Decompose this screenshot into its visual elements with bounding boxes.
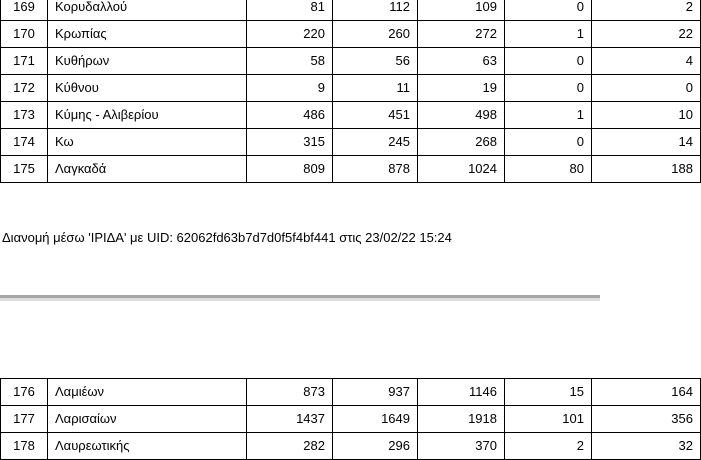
value-cell-4: 1: [505, 21, 592, 48]
municipality-name: Κορυδαλλού: [48, 0, 247, 21]
row-number: 170: [1, 21, 48, 48]
municipality-table-bottom: [0, 378, 701, 460]
value-cell-2: 937: [333, 379, 418, 406]
value-cell-3: 272: [418, 21, 505, 48]
value-cell-2: 112: [333, 0, 418, 21]
municipality-name: Λαυρεωτικής: [48, 433, 247, 460]
value-cell-5: 188: [592, 156, 701, 183]
value-cell-1: 81: [247, 0, 333, 21]
distribution-note: Διανομή μέσω 'ΙΡΙΔΑ' με UID: 62062fd63b7d7d0f5f4bf441 στις 23/02/22 15:24: [2, 230, 452, 245]
value-cell-5: 2: [592, 0, 701, 21]
row-number: 178: [1, 433, 48, 460]
value-cell-3: 1024: [418, 156, 505, 183]
value-cell-2: 296: [333, 433, 418, 460]
municipality-name: Λαρισαίων: [48, 406, 247, 433]
table-row: [1, 21, 701, 48]
value-cell-4: 1: [505, 102, 592, 129]
page-separator: [0, 295, 600, 301]
value-cell-2: 451: [333, 102, 418, 129]
value-cell-1: 315: [247, 129, 333, 156]
table-row: [1, 129, 701, 156]
value-cell-1: 58: [247, 48, 333, 75]
value-cell-2: 56: [333, 48, 418, 75]
value-cell-4: 0: [505, 75, 592, 102]
value-cell-3: 19: [418, 75, 505, 102]
table-row: [1, 75, 701, 102]
value-cell-3: 268: [418, 129, 505, 156]
value-cell-4: 2: [505, 433, 592, 460]
value-cell-3: 498: [418, 102, 505, 129]
table-row: [1, 433, 701, 460]
value-cell-3: 63: [418, 48, 505, 75]
value-cell-3: 109: [418, 0, 505, 21]
value-cell-1: 809: [247, 156, 333, 183]
value-cell-2: 878: [333, 156, 418, 183]
value-cell-3: 1146: [418, 379, 505, 406]
value-cell-4: 80: [505, 156, 592, 183]
row-number: 177: [1, 406, 48, 433]
table-row: [1, 379, 701, 406]
municipality-name: Κυθήρων: [48, 48, 247, 75]
municipality-name: Λαμιέων: [48, 379, 247, 406]
row-number: 173: [1, 102, 48, 129]
table-row: [1, 406, 701, 433]
value-cell-5: 0: [592, 75, 701, 102]
value-cell-1: 282: [247, 433, 333, 460]
row-number: 172: [1, 75, 48, 102]
value-cell-5: 10: [592, 102, 701, 129]
value-cell-5: 164: [592, 379, 701, 406]
municipality-table-top: [0, 0, 701, 183]
value-cell-5: 4: [592, 48, 701, 75]
table-row: [1, 0, 701, 21]
municipality-name: Λαγκαδά: [48, 156, 247, 183]
value-cell-2: 260: [333, 21, 418, 48]
value-cell-5: 22: [592, 21, 701, 48]
row-number: 171: [1, 48, 48, 75]
value-cell-5: 14: [592, 129, 701, 156]
value-cell-4: 0: [505, 48, 592, 75]
value-cell-1: 1437: [247, 406, 333, 433]
row-number: 176: [1, 379, 48, 406]
table-row: [1, 48, 701, 75]
value-cell-4: 0: [505, 0, 592, 21]
municipality-name: Κρωπίας: [48, 21, 247, 48]
value-cell-5: 32: [592, 433, 701, 460]
value-cell-1: 220: [247, 21, 333, 48]
value-cell-1: 9: [247, 75, 333, 102]
value-cell-1: 873: [247, 379, 333, 406]
value-cell-4: 15: [505, 379, 592, 406]
row-number: 174: [1, 129, 48, 156]
value-cell-4: 0: [505, 129, 592, 156]
value-cell-1: 486: [247, 102, 333, 129]
municipality-name: Κω: [48, 129, 247, 156]
value-cell-5: 356: [592, 406, 701, 433]
municipality-name: Κύθνου: [48, 75, 247, 102]
municipality-name: Κύμης - Αλιβερίου: [48, 102, 247, 129]
table-row: [1, 102, 701, 129]
table-row: [1, 156, 701, 183]
value-cell-2: 11: [333, 75, 418, 102]
value-cell-3: 1918: [418, 406, 505, 433]
row-number: 169: [1, 0, 48, 21]
value-cell-2: 1649: [333, 406, 418, 433]
value-cell-3: 370: [418, 433, 505, 460]
row-number: 175: [1, 156, 48, 183]
value-cell-2: 245: [333, 129, 418, 156]
value-cell-4: 101: [505, 406, 592, 433]
